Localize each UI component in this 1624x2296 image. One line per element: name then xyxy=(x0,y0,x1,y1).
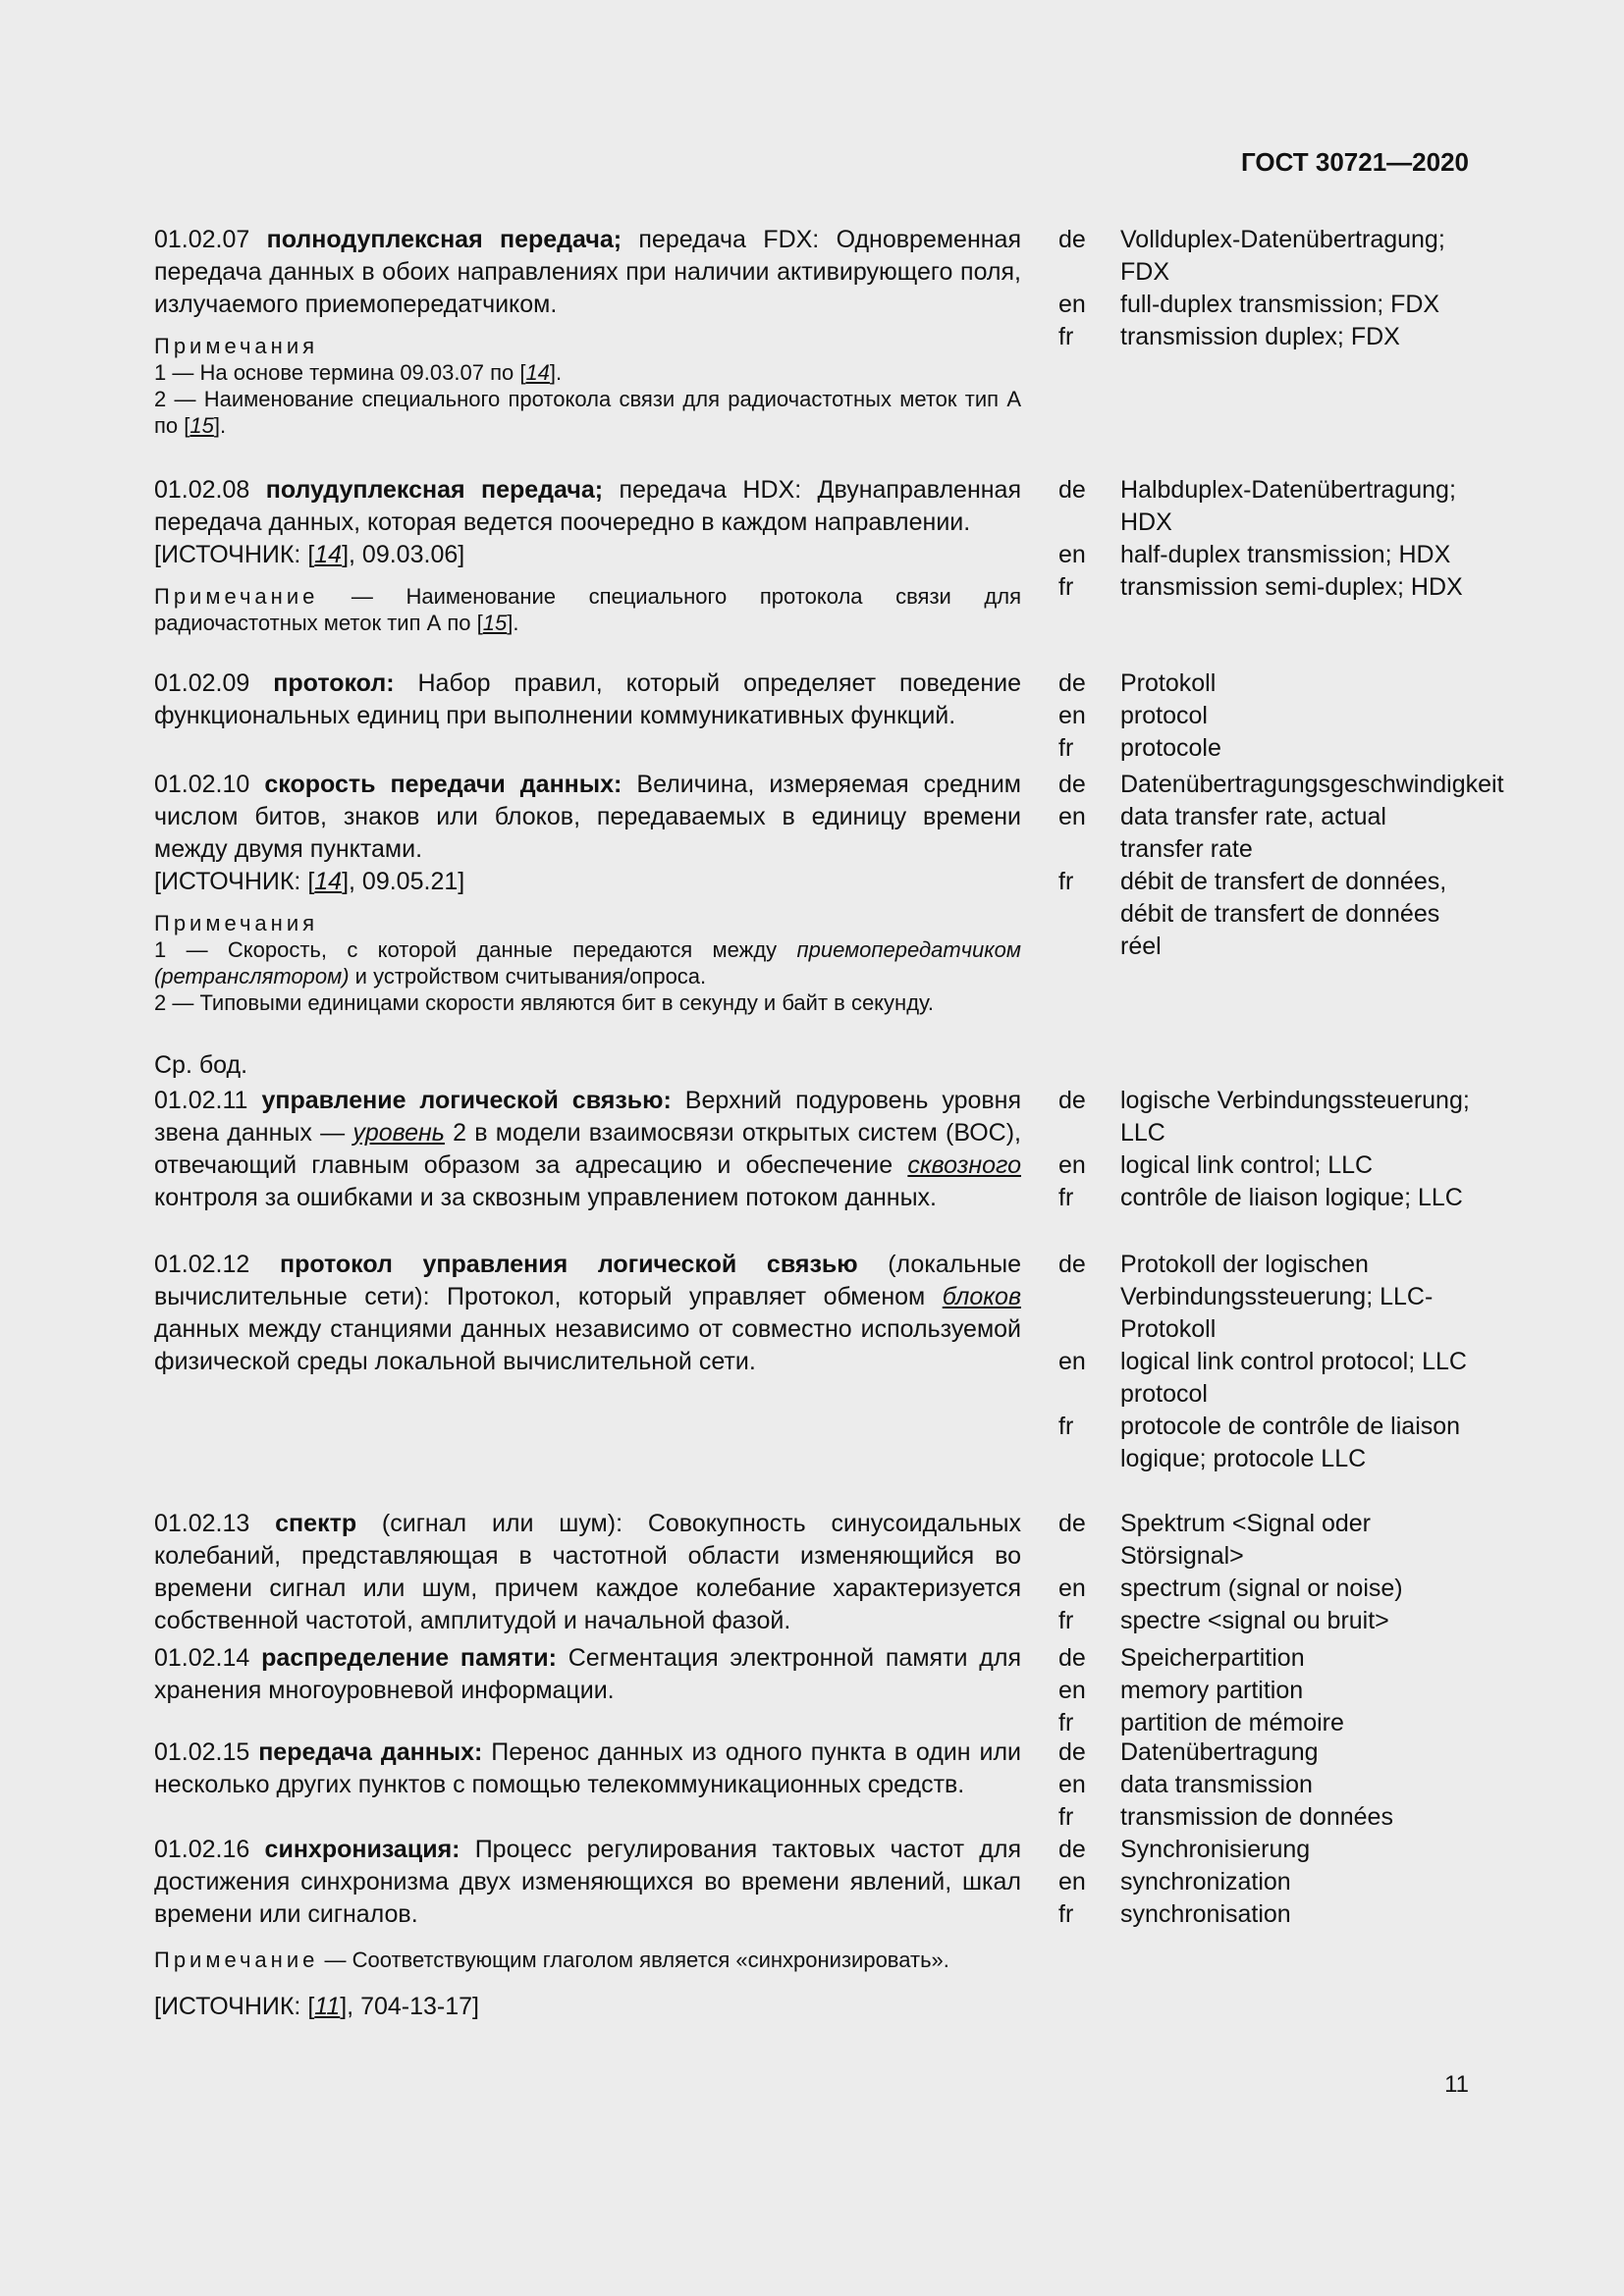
source-text: ], 09.05.21] xyxy=(342,868,465,895)
term-def: (локальные вычислительные сети): Протокол, который управляет обменом xyxy=(154,1251,1021,1310)
lang-code: en xyxy=(1058,1771,1086,1798)
note-label: Примечания xyxy=(154,911,319,935)
note-italic-term: приемопередатчиком (ретрансляторoм) xyxy=(154,937,1021,988)
lang-code: en xyxy=(1058,541,1086,568)
lang-fr xyxy=(1058,1707,1471,1739)
lang-fr xyxy=(1058,1605,1471,1637)
lang-fr xyxy=(1058,866,1471,963)
note-text: ]. xyxy=(213,413,227,438)
lang-code: fr xyxy=(1058,1607,1074,1634)
term-source xyxy=(154,866,1021,898)
note-text: и устройством считывания/опроса. xyxy=(349,964,707,988)
term-link[interactable]: уровень xyxy=(352,1119,445,1147)
lang-en xyxy=(1058,1769,1471,1801)
lang-code: fr xyxy=(1058,1709,1074,1736)
term-link[interactable]: сквозного xyxy=(907,1151,1021,1179)
note-label: Примечания xyxy=(154,334,319,358)
term-name: протокол управления логической связью xyxy=(279,1251,858,1278)
lang-de xyxy=(1058,1085,1471,1149)
lang-term: Halbduplex-Datenübertragung; HDX xyxy=(1120,476,1456,536)
term-def: Перенос данных из одного пункта в один или несколько других пунктов с помощью телекоммуникационных средств. xyxy=(154,1738,1021,1798)
source-text: ], 704-13-17] xyxy=(340,1993,479,2020)
term-link[interactable]: блоков xyxy=(942,1283,1021,1310)
lang-de xyxy=(1058,474,1471,539)
lang-term: protocole de contrôle de liaison logique; protocole LLC xyxy=(1120,1413,1461,1472)
term-def: 2 в модели взаимосвязи открытых систем (ВОС), отвечающий главным образом за адресацию и обеспечение xyxy=(154,1119,1021,1179)
term-number: 01.02.14 xyxy=(154,1644,250,1672)
term-note xyxy=(154,1947,1021,1973)
term-number: 01.02.07 xyxy=(154,226,250,253)
term-source xyxy=(154,539,1021,571)
lang-term: transmission duplex; FDX xyxy=(1120,323,1400,350)
lang-en xyxy=(1058,1675,1471,1707)
lang-code: fr xyxy=(1058,1184,1074,1211)
lang-fr xyxy=(1058,732,1471,765)
lang-term: logical link control protocol; LLC protocol xyxy=(1120,1348,1467,1408)
lang-en xyxy=(1058,1149,1471,1182)
lang-en xyxy=(1058,1346,1471,1411)
lang-term: Speicherpartition xyxy=(1120,1644,1305,1672)
lang-term: logical link control; LLC xyxy=(1120,1151,1374,1179)
lang-de xyxy=(1058,224,1471,289)
lang-code: de xyxy=(1058,669,1086,697)
lang-fr xyxy=(1058,1898,1471,1931)
lang-de xyxy=(1058,1642,1471,1675)
lang-de xyxy=(1058,1834,1471,1866)
term-name: управление логической связью: xyxy=(261,1087,672,1114)
reference-link[interactable]: 11 xyxy=(314,1993,341,2020)
term-definition xyxy=(154,667,1021,732)
lang-code: en xyxy=(1058,291,1086,318)
term-def: данных между станциями данных независимо от совместно используемой физической среды локальной вычислительной сети. xyxy=(154,1315,1021,1375)
lang-code: de xyxy=(1058,1644,1086,1672)
lang-code: de xyxy=(1058,1738,1086,1766)
lang-term: protocol xyxy=(1120,702,1208,729)
lang-term: Datenübertragungsgeschwindigkeit xyxy=(1120,771,1504,798)
term-def: Верхний подуровень уровня звена данных — xyxy=(154,1087,1022,1147)
term-name: протокол: xyxy=(273,669,395,697)
lang-term: Datenübertragung xyxy=(1120,1738,1319,1766)
reference-link[interactable]: 15 xyxy=(482,611,508,635)
lang-de xyxy=(1058,1249,1471,1346)
term-definition xyxy=(154,474,1021,636)
lang-code: de xyxy=(1058,476,1086,504)
term-number: 01.02.16 xyxy=(154,1836,250,1863)
term-name: полнодуплексная передача; xyxy=(266,226,623,253)
lang-code: en xyxy=(1058,1151,1086,1179)
lang-en xyxy=(1058,801,1471,866)
lang-term: protocole xyxy=(1120,734,1221,762)
note-label: Примечание xyxy=(154,584,319,609)
lang-term: partition de mémoire xyxy=(1120,1709,1344,1736)
term-definition xyxy=(154,1249,1021,1378)
note-text: 1 — На основе термина 09.03.07 по [ xyxy=(154,360,526,385)
note-text: — Соответствующим глаголом является «синхронизировать». xyxy=(318,1948,949,1972)
note-text: ]. xyxy=(549,360,563,385)
lang-code: de xyxy=(1058,226,1086,253)
lang-fr xyxy=(1058,1182,1471,1214)
term-def: (сигнал или шум): Совокупность синусоидальных колебаний, представляющая в частотной области изменяющийся во времени сигнал или шум, причем каждое колебание характеризуется собственной частотой, амплитудой и начальной фазой. xyxy=(154,1510,1021,1634)
lang-term: Protokoll der logischen Verbindungssteuerung; LLC-Protokoll xyxy=(1120,1251,1434,1343)
term-translations xyxy=(1058,1085,1471,1214)
lang-code: en xyxy=(1058,1575,1086,1602)
lang-fr xyxy=(1058,571,1471,604)
lang-fr xyxy=(1058,321,1471,353)
lang-code: en xyxy=(1058,1677,1086,1704)
term-number: 01.02.09 xyxy=(154,669,250,697)
lang-de xyxy=(1058,1508,1471,1573)
reference-link[interactable]: 14 xyxy=(525,360,550,385)
lang-code: en xyxy=(1058,1348,1086,1375)
lang-term: Spektrum <Signal oder Störsignal> xyxy=(1120,1510,1372,1570)
term-number: 01.02.11 xyxy=(154,1087,248,1114)
term-translations xyxy=(1058,1642,1471,1739)
term-def: контроля за ошибками и за сквозным управлением потоком данных. xyxy=(154,1184,937,1211)
lang-code: de xyxy=(1058,771,1086,798)
note-text: — Наименование специального протокола связи для радиочастотных меток тип А по [ xyxy=(154,584,1021,635)
lang-de xyxy=(1058,667,1471,700)
lang-term: Synchronisierung xyxy=(1120,1836,1311,1863)
lang-term: spectrum (signal or noise) xyxy=(1120,1575,1403,1602)
reference-link[interactable]: 14 xyxy=(314,868,343,895)
term-translations xyxy=(1058,224,1471,353)
term-name: скорость передачи данных: xyxy=(264,771,623,798)
source-text: [ИСТОЧНИК: [ xyxy=(154,1993,315,2020)
term-translations xyxy=(1058,1736,1471,1834)
lang-en xyxy=(1058,1866,1471,1898)
term-name: спектр xyxy=(275,1510,357,1537)
note-text: 1 — Скорость, с которой данные передаются между xyxy=(154,937,797,962)
lang-term: Vollduplex-Datenübertragung; FDX xyxy=(1120,226,1445,286)
term-number: 01.02.12 xyxy=(154,1251,250,1278)
lang-code: fr xyxy=(1058,1900,1074,1928)
lang-term: spectre <signal ou bruit> xyxy=(1120,1607,1389,1634)
lang-term: synchronization xyxy=(1120,1868,1291,1896)
reference-link[interactable]: 15 xyxy=(189,413,214,438)
term-translations xyxy=(1058,667,1471,765)
lang-code: en xyxy=(1058,1868,1086,1896)
lang-term: contrôle de liaison logique; LLC xyxy=(1120,1184,1463,1211)
term-definition xyxy=(154,1642,1021,1707)
lang-term: transmission semi-duplex; HDX xyxy=(1120,573,1463,601)
term-translations xyxy=(1058,474,1471,604)
lang-fr xyxy=(1058,1801,1471,1834)
term-def: Набор правил, который определяет поведение функциональных единиц при выполнении коммуникативных функций. xyxy=(154,669,1021,729)
lang-term: logische Verbindungssteuerung; LLC xyxy=(1120,1087,1470,1147)
lang-term: transmission de données xyxy=(1120,1803,1393,1831)
term-definition xyxy=(154,1085,1021,1214)
lang-code: de xyxy=(1058,1510,1086,1537)
term-source xyxy=(154,1991,1021,2023)
term-name: передача данных: xyxy=(258,1738,483,1766)
lang-code: en xyxy=(1058,803,1086,830)
term-translations xyxy=(1058,1249,1471,1475)
standard-header: ГОСТ 30721—2020 xyxy=(1241,147,1469,177)
cross-reference: Ср. бод. xyxy=(154,1051,248,1079)
term-name: полудуплексная передача; xyxy=(265,476,604,504)
note-text: 2 — Типовыми единицами скорости являются бит в секунду и байт в секунду. xyxy=(154,990,934,1015)
lang-fr xyxy=(1058,1411,1471,1475)
term-definition xyxy=(154,1736,1021,1801)
lang-term: data transfer rate, actual transfer rate xyxy=(1120,803,1386,863)
lang-term: Protokoll xyxy=(1120,669,1217,697)
lang-term: data transmission xyxy=(1120,1771,1313,1798)
lang-en xyxy=(1058,1573,1471,1605)
term-def: Сегментация электронной памяти для хранения многоуровневой информации. xyxy=(154,1644,1021,1704)
lang-code: fr xyxy=(1058,573,1074,601)
lang-term: synchronisation xyxy=(1120,1900,1291,1928)
lang-code: de xyxy=(1058,1836,1086,1863)
term-name: распределение памяти: xyxy=(261,1644,557,1672)
term-def: Величина, измеряемая средним числом битов, знаков или блоков, передаваемых в единицу времени между двумя пунктами. xyxy=(154,771,1021,863)
term-translations xyxy=(1058,1834,1471,1931)
lang-en xyxy=(1058,700,1471,732)
reference-link[interactable]: 14 xyxy=(314,541,343,568)
page-number: 11 xyxy=(1444,2071,1469,2098)
term-number: 01.02.13 xyxy=(154,1510,250,1537)
lang-term: débit de transfert de données, débit de transfert de données réel xyxy=(1120,868,1447,960)
note-text: 2 — Наименование специального протокола связи для радиочастотных меток тип А по [ xyxy=(154,387,1021,438)
term-definition xyxy=(154,224,1021,439)
lang-term: memory partition xyxy=(1120,1677,1304,1704)
term-definition xyxy=(154,769,1021,1016)
term-number: 01.02.10 xyxy=(154,771,250,798)
term-def: передача HDX: Двунаправленная передача данных, которая ведется поочередно в каждом направлении. xyxy=(154,476,1021,536)
lang-code: de xyxy=(1058,1087,1086,1114)
lang-de xyxy=(1058,769,1504,801)
term-definition xyxy=(154,1834,1021,2023)
note-label: Примечание xyxy=(154,1948,319,1972)
term-translations xyxy=(1058,769,1504,963)
term-translations xyxy=(1058,1508,1471,1637)
lang-de xyxy=(1058,1736,1471,1769)
term-number: 01.02.08 xyxy=(154,476,250,504)
term-def: передача FDX: Одновременная передача данных в обоих направлениях при наличии активирующего поля, излучаемого приемопередатчиком. xyxy=(154,226,1021,318)
lang-code: fr xyxy=(1058,323,1074,350)
term-note xyxy=(154,333,1021,439)
lang-code: fr xyxy=(1058,734,1074,762)
term-definition xyxy=(154,1508,1021,1637)
source-text: [ИСТОЧНИК: [ xyxy=(154,541,315,568)
term-name: синхронизация: xyxy=(264,1836,460,1863)
term-note xyxy=(154,583,1021,636)
lang-en xyxy=(1058,289,1471,321)
lang-code: fr xyxy=(1058,1803,1074,1831)
term-note xyxy=(154,910,1021,1016)
lang-code: en xyxy=(1058,702,1086,729)
lang-code: fr xyxy=(1058,1413,1074,1440)
term-number: 01.02.15 xyxy=(154,1738,250,1766)
lang-en xyxy=(1058,539,1471,571)
note-text: ]. xyxy=(507,611,519,635)
source-text: ], 09.03.06] xyxy=(342,541,465,568)
lang-term: full-duplex transmission; FDX xyxy=(1120,291,1440,318)
source-text: [ИСТОЧНИК: [ xyxy=(154,868,315,895)
lang-term: half-duplex transmission; HDX xyxy=(1120,541,1451,568)
term-def: Процесс регулирования тактовых частот для достижения синхронизма двух изменяющихся во времени явлений, шкал времени или сигналов. xyxy=(154,1836,1021,1928)
lang-code: de xyxy=(1058,1251,1086,1278)
lang-code: fr xyxy=(1058,868,1074,895)
